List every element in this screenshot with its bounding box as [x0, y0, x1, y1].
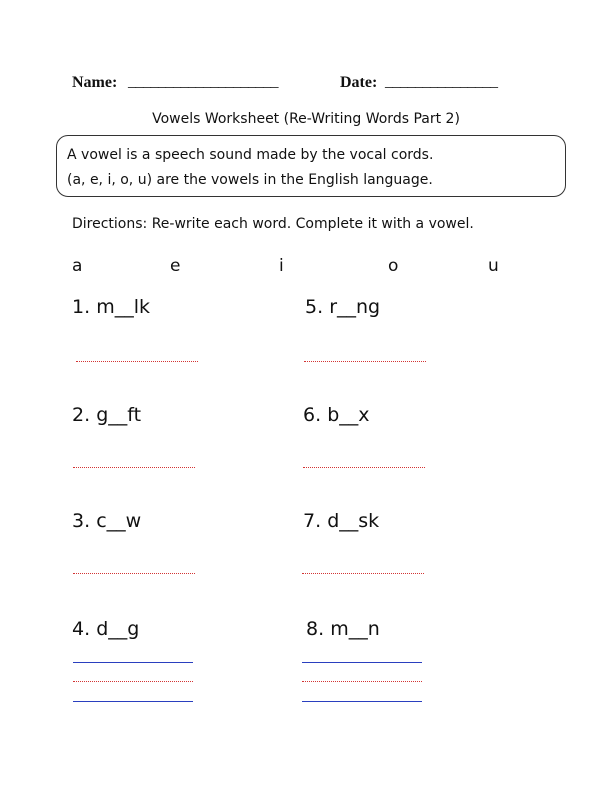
- vowel-a: a: [72, 256, 83, 276]
- vowel-o: o: [388, 256, 399, 276]
- item-number: 7.: [303, 510, 322, 532]
- vowel-u: u: [488, 256, 499, 276]
- item-number: 4.: [72, 618, 91, 640]
- handwriting-base-line-4[interactable]: [73, 701, 193, 702]
- exercise-5: [305, 296, 380, 318]
- exercise-2: [72, 404, 141, 426]
- handwriting-top-line-8: [302, 662, 422, 663]
- name-blank: ____________________: [128, 73, 278, 90]
- info-line-1: A vowel is a speech sound made by the vocal cords.: [67, 147, 434, 163]
- answer-line-7[interactable]: [302, 573, 424, 574]
- info-line-2: (a, e, i, o, u) are the vowels in the English language.: [67, 172, 433, 188]
- item-number: 5.: [305, 296, 324, 318]
- answer-line-2[interactable]: [73, 467, 195, 468]
- item-number: 8.: [306, 618, 325, 640]
- item-number: 1.: [72, 296, 91, 318]
- answer-line-5[interactable]: [304, 361, 426, 362]
- answer-line-1[interactable]: [76, 361, 198, 362]
- exercise-3: [72, 510, 141, 532]
- item-word: m__lk: [96, 296, 150, 318]
- exercise-6: [303, 404, 370, 426]
- date-label: Date:: [340, 74, 378, 91]
- vowel-e: e: [170, 256, 181, 276]
- exercise-1: [72, 296, 150, 318]
- item-number: 3.: [72, 510, 91, 532]
- answer-line-3[interactable]: [73, 573, 195, 574]
- date-blank: _______________: [385, 73, 498, 90]
- item-word: m__n: [330, 618, 380, 640]
- exercise-7: [303, 510, 379, 532]
- handwriting-mid-line-8: [302, 681, 422, 682]
- exercise-8: [306, 618, 380, 640]
- directions: Directions: Re-write each word. Complete it with a vowel.: [72, 216, 474, 232]
- worksheet-title: Vowels Worksheet (Re-Writing Words Part 2): [152, 111, 460, 127]
- handwriting-top-line-4: [73, 662, 193, 663]
- exercise-4: [72, 618, 139, 640]
- vowel-i: i: [279, 256, 284, 276]
- item-word: g__ft: [96, 404, 142, 426]
- item-number: 2.: [72, 404, 91, 426]
- handwriting-mid-line-4: [73, 681, 193, 682]
- item-word: d__g: [96, 618, 140, 640]
- item-word: r__ng: [329, 296, 381, 318]
- item-word: d__sk: [327, 510, 380, 532]
- item-word: c__w: [96, 510, 142, 532]
- item-word: b__x: [327, 404, 370, 426]
- handwriting-base-line-8[interactable]: [302, 701, 422, 702]
- answer-line-6[interactable]: [303, 467, 425, 468]
- name-label: Name:: [72, 74, 118, 91]
- item-number: 6.: [303, 404, 322, 426]
